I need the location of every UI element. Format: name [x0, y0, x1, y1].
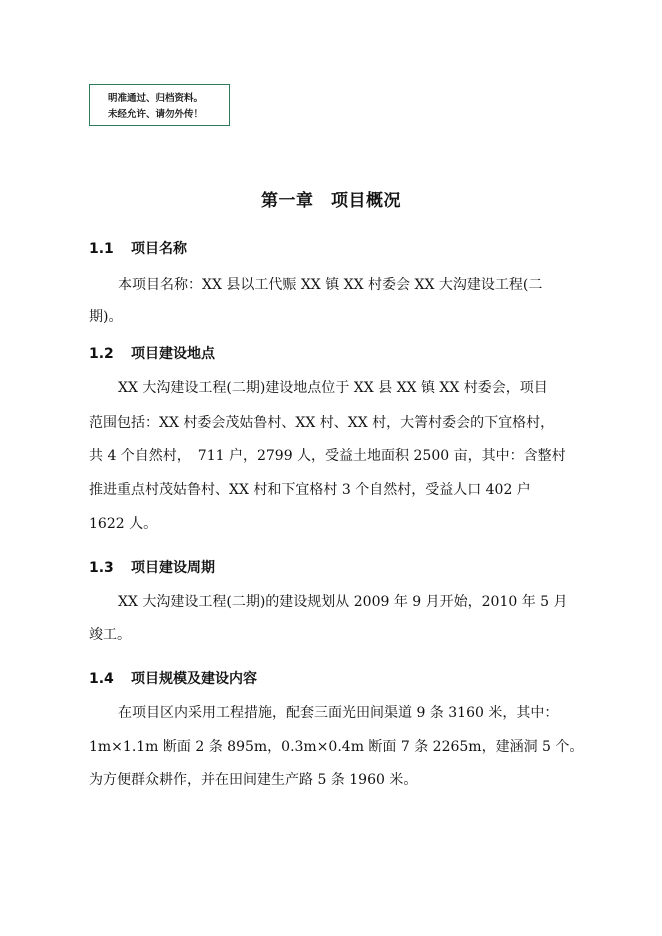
section-heading — [89, 238, 187, 258]
paragraph-line: 期)。 — [89, 309, 123, 325]
stamp-line-1: 明准通过、归档资料。 — [108, 93, 204, 104]
paragraph-line: XX 大沟建设工程(二期)建设地点位于 XX 县 XX 镇 XX 村委会，项目 — [118, 380, 548, 396]
section-number: 1.1 — [89, 241, 114, 257]
paragraph-line: XX 大沟建设工程(二期)的建设规划从 2009 年 9 月开始，2010 年 5 月 — [118, 594, 568, 610]
section-heading — [89, 668, 257, 688]
section-title: 项目名称 — [131, 241, 187, 257]
chapter-title: 第一章 项目概况 — [261, 191, 401, 211]
section-heading — [89, 343, 215, 363]
paragraph-line: 本项目名称：XX 县以工代赈 XX 镇 XX 村委会 XX 大沟建设工程(二 — [118, 277, 543, 293]
section-title: 项目规模及建设内容 — [131, 671, 257, 687]
paragraph-line: 1m×1.1m 断面 2 条 895m，0.3m×0.4m 断面 7 条 2265m，建涵洞 5 个。 — [89, 739, 584, 755]
section-number: 1.4 — [89, 671, 114, 687]
paragraph-line: 在项目区内采用工程措施，配套三面光田间渠道 9 条 3160 米，其中： — [118, 705, 559, 721]
paragraph-line: 推进重点村茂姑鲁村、XX 村和下宜格村 3 个自然村，受益人口 402 户 — [89, 482, 531, 498]
paragraph-line: 范围包括：XX 村委会茂姑鲁村、XX 村、XX 村，大箐村委会的下宜格村， — [89, 415, 555, 431]
paragraph-line: 1622 人。 — [89, 516, 158, 532]
section-number: 1.2 — [89, 346, 114, 362]
paragraph-line: 为方便群众耕作，并在田间建生产路 5 条 1960 米。 — [89, 772, 418, 788]
confidential-stamp — [89, 84, 230, 126]
section-title: 项目建设周期 — [131, 560, 215, 576]
paragraph-line: 共 4 个自然村， 711 户，2799 人，受益土地面积 2500 亩，其中：含整村 — [89, 448, 566, 464]
section-number: 1.3 — [89, 560, 114, 576]
section-title: 项目建设地点 — [131, 346, 215, 362]
paragraph-line: 竣工。 — [89, 627, 131, 643]
stamp-line-2: 未经允许、请勿外传！ — [108, 109, 204, 120]
section-heading — [89, 557, 215, 577]
